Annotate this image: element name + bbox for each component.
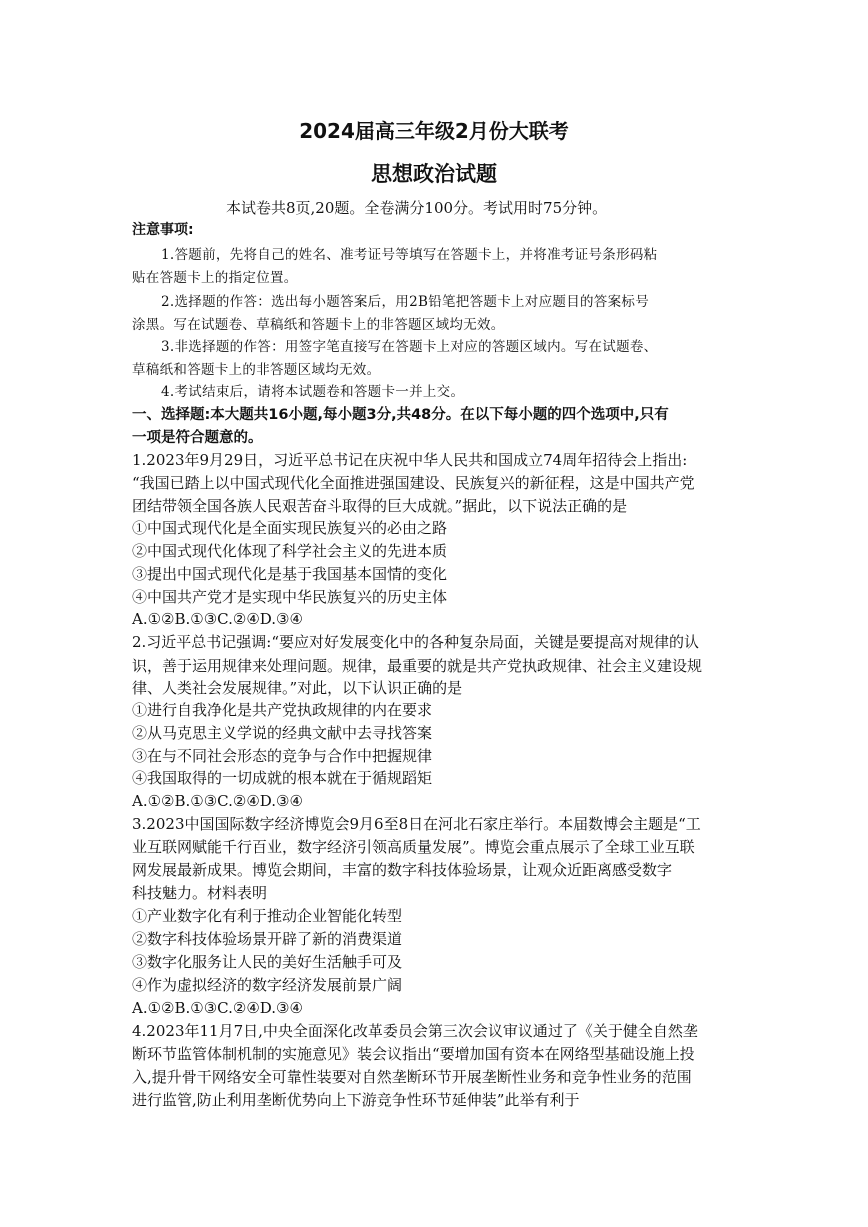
question-4-stem: 4.2023年11月7日,中央全面深化改革委员会第三次会议审议通过了《关于健全自然垄 — [132, 1022, 698, 1040]
exam-info: 本试卷共8页,20题。全卷满分100分。考试用时75分钟。 — [226, 199, 608, 217]
question-3-option: ③数字化服务让人民的美好生活触手可及 — [132, 953, 403, 971]
question-1-option: ④中国共产党才是实现中华民族复兴的历史主体 — [132, 588, 448, 606]
question-1-stem: “我国已踏上以中国式现代化全面推进强国建设、民族复兴的新征程，这是中国共产党 — [132, 474, 695, 492]
notice-line: 2.选择题的作答：选出每小题答案后，用2B铅笔把答题卡上对应题目的答案标号 — [161, 294, 649, 310]
question-1-option: ②中国式现代化体现了科学社会主义的先进本质 — [132, 542, 448, 560]
question-1-option: ①中国式现代化是全面实现民族复兴的必由之路 — [132, 519, 448, 537]
question-3-answers: A.①②B.①③C.②④D.③④ — [132, 999, 303, 1017]
question-2-stem: 2.习近平总书记强调:“要应对好发展变化中的各种复杂局面，关键是要提高对规律的认 — [132, 633, 700, 651]
question-4-stem: 进行监管,防止利用垄断优势向上下游竞争性环节延伸装”此举有利于 — [132, 1091, 580, 1109]
question-3-stem: 网发展最新成果。博览会期间，丰富的数字科技体验场景，让观众近距离感受数字 — [132, 861, 673, 879]
section-heading: 一、选择题:本大题共16小题,每小题3分,共48分。在以下每小题的四个选项中,只有 — [132, 407, 669, 423]
notice-line: 贴在答题卡上的指定位置。 — [132, 270, 298, 286]
notice-heading: 注意事项: — [132, 222, 194, 238]
notice-line: 3.非选择题的作答：用签字笔直接写在答题卡上对应的答题区域内。写在试题卷、 — [161, 339, 658, 355]
question-1-stem: 团结带领全国各族人民艰苦奋斗取得的巨大成就。”据此，以下说法正确的是 — [132, 497, 628, 515]
question-2-option: ④我国取得的一切成就的根本就在于循规蹈矩 — [132, 769, 433, 787]
question-3-stem: 业互联网赋能千行百业，数字经济引领高质量发展”。博览会重点展示了全球工业互联 — [132, 838, 695, 856]
question-2-answers: A.①②B.①③C.②④D.③④ — [132, 792, 303, 810]
exam-title: 2024届高三年级2月份大联考 — [299, 119, 569, 143]
question-3-option: ②数字科技体验场景开辟了新的消费渠道 — [132, 930, 403, 948]
question-2-option: ③在与不同社会形态的竞争与合作中把握规律 — [132, 747, 433, 765]
question-2-stem: 律、人类社会发展规律。”对此，以下认识正确的是 — [132, 679, 463, 697]
section-heading: 一项是符合题意的。 — [132, 430, 263, 446]
question-3-option: ①产业数字化有利于推动企业智能化转型 — [132, 907, 403, 925]
subject-title: 思想政治试题 — [371, 162, 497, 186]
question-2-option: ①进行自我净化是共产党执政规律的内在要求 — [132, 701, 433, 719]
notice-line: 1.答题前，先将自己的姓名、准考证号等填写在答题卡上，并将准考证号条形码粘 — [161, 247, 658, 263]
question-3-stem: 科技魅力。材料表明 — [132, 884, 268, 902]
question-1-stem: 1.2023年9月29日，习近平总书记在庆祝中华人民共和国成立74周年招待会上指出: — [132, 451, 688, 469]
notice-line: 草稿纸和答题卡上的非答题区域均无效。 — [132, 362, 381, 378]
question-3-stem: 3.2023中国国际数字经济博览会9月6至8日在河北石家庄举行。本届数博会主题是“工 — [132, 815, 701, 833]
question-4-stem: 入,提升骨干网络安全可靠性装要对自然垄断环节开展垄断性业务和竞争性业务的范围 — [132, 1068, 692, 1086]
question-2-stem: 识，善于运用规律来处理问题。规律，最重要的就是共产党执政规律、社会主义建设规 — [132, 657, 703, 675]
question-1-option: ③提出中国式现代化是基于我国基本国情的变化 — [132, 565, 448, 583]
question-3-option: ④作为虚拟经济的数字经济发展前景广阔 — [132, 976, 403, 994]
question-1-answers: A.①②B.①③C.②④D.③④ — [132, 610, 303, 628]
question-4-stem: 断环节监管体制机制的实施意见》装会议指出“要增加国有资本在网络型基础设施上投 — [132, 1045, 695, 1063]
notice-line: 4.考试结束后，请将本试题卷和答题卡一并上交。 — [161, 384, 465, 400]
question-2-option: ②从马克思主义学说的经典文献中去寻找答案 — [132, 724, 433, 742]
notice-line: 涂黑。写在试题卷、草稿纸和答题卡上的非答题区域均无效。 — [132, 317, 505, 333]
